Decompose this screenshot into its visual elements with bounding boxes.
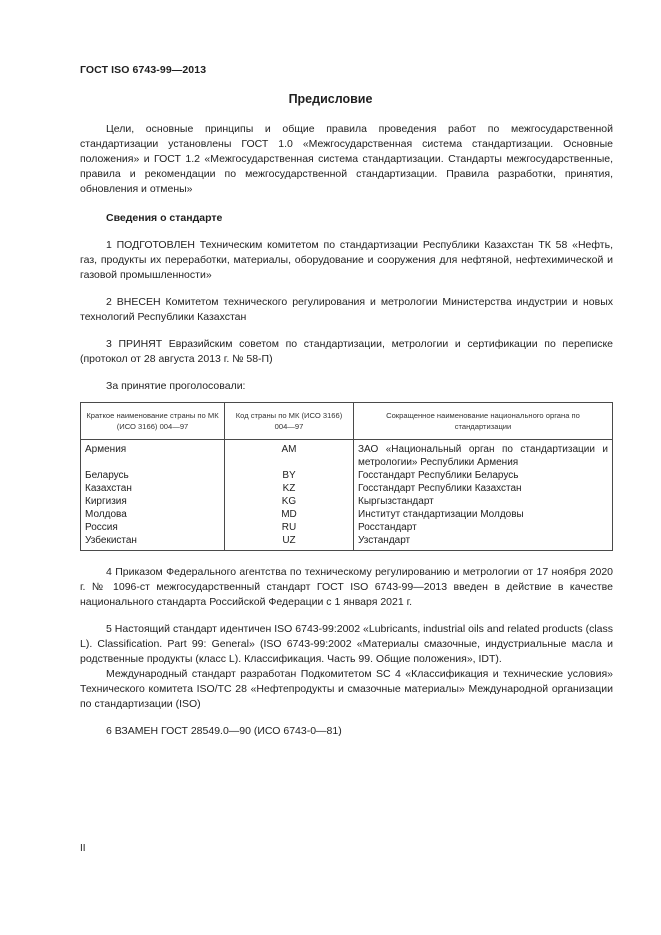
cell-org: Институт стандартизации Молдовы [354, 508, 613, 521]
cell-org: Госстандарт Республики Казахстан [354, 482, 613, 495]
item-5-paragraph: 5 Настоящий стандарт идентичен ISO 6743-99:2002 «Lubricants, industrial oils and related products (class L). Classification. Part 99: General» (ISO 6743-99:2002 «Материалы смазочные, индустриальные масла и родственные продукты (класс L). Классификация. Часть 99. Общие положения», IDT). [80, 623, 613, 665]
cell-org: Госстандарт Республики Беларусь [354, 469, 613, 482]
item-6-paragraph: 6 ВЗАМЕН ГОСТ 28549.0—90 (ИСО 6743-0—81) [106, 725, 342, 737]
vote-intro: За принятие проголосовали: [106, 380, 246, 392]
table-row [81, 482, 613, 495]
cell-country: Казахстан [81, 482, 225, 495]
page-title: Предисловие [288, 92, 373, 106]
table-row [81, 521, 613, 534]
cell-country: Молдова [81, 508, 225, 521]
cell-country: Узбекистан [81, 534, 225, 551]
page-number: II [80, 843, 86, 854]
table-header-row [81, 403, 613, 440]
item-3-paragraph: 3 ПРИНЯТ Евразийским советом по стандартизации, метрологии и сертификации по переписке (протокол от 28 августа 2013 г. № 58-П) [80, 338, 613, 365]
cell-country: Армения [81, 440, 225, 470]
cell-country: Россия [81, 521, 225, 534]
table-row [81, 469, 613, 482]
section-title: Сведения о стандарте [106, 212, 223, 224]
cell-org: Кыргызстандарт [354, 495, 613, 508]
cell-code: MD [225, 508, 354, 521]
header-org: Сокращенное наименование национального органа по стандартизации [354, 403, 613, 440]
item-5-note-paragraph: Международный стандарт разработан Подкомитетом SC 4 «Классификация и технические условия» Технического комитета ISO/TC 28 «Нефтепродукты и смазочные материалы» Международной организации по стандартизации (ISO) [80, 668, 613, 710]
voting-table [80, 402, 613, 551]
cell-code: RU [225, 521, 354, 534]
table-row [81, 508, 613, 521]
cell-code: KZ [225, 482, 354, 495]
cell-country: Беларусь [81, 469, 225, 482]
item-4-paragraph: 4 Приказом Федерального агентства по техническому регулированию и метрологии от 17 ноября 2020 г. № 1096-ст межгосударственный стандарт ГОСТ ISO 6743-99—2013 введен в действие в качестве национального стандарта Российской Федерации с 1 января 2021 г. [80, 566, 613, 608]
cell-country: Киргизия [81, 495, 225, 508]
table-row [81, 534, 613, 551]
table-row [81, 495, 613, 508]
cell-code: UZ [225, 534, 354, 551]
foreword-body [80, 122, 613, 739]
cell-code: AM [225, 440, 354, 470]
cell-code: BY [225, 469, 354, 482]
cell-org: ЗАО «Национальный орган по стандартизации и метрологии» Республики Армения [354, 440, 613, 470]
intro-paragraph: Цели, основные принципы и общие правила проведения работ по межгосударственной стандартизации установлены ГОСТ 1.0 «Межгосударственная система стандартизации. Основные положения» и ГОСТ 1.2 «Межгосударственная система стандартизации. Стандарты межгосударственные, правила и рекомендации по межгосударственной стандартизации. Правила разработки, принятия, обновления и отмены» [80, 123, 613, 195]
cell-org: Росстандарт [354, 521, 613, 534]
item-1-paragraph: 1 ПОДГОТОВЛЕН Техническим комитетом по стандартизации Республики Казахстан ТК 58 «Нефть, газ, продукты их переработки, материалы, оборудование и сооружения для нефтяной, нефтехимической и газовой промышленности» [80, 239, 613, 281]
header-code: Код страны по МК (ИСО 3166) 004—97 [225, 403, 354, 440]
header-country: Краткое наименование страны по МК (ИСО 3166) 004—97 [81, 403, 225, 440]
table-row [81, 440, 613, 470]
cell-code: KG [225, 495, 354, 508]
cell-org: Узстандарт [354, 534, 613, 551]
document-code: ГОСТ ISO 6743-99—2013 [80, 64, 207, 76]
item-2-paragraph: 2 ВНЕСЕН Комитетом технического регулирования и метрологии Министерства индустрии и новых технологий Республики Казахстан [80, 296, 613, 323]
